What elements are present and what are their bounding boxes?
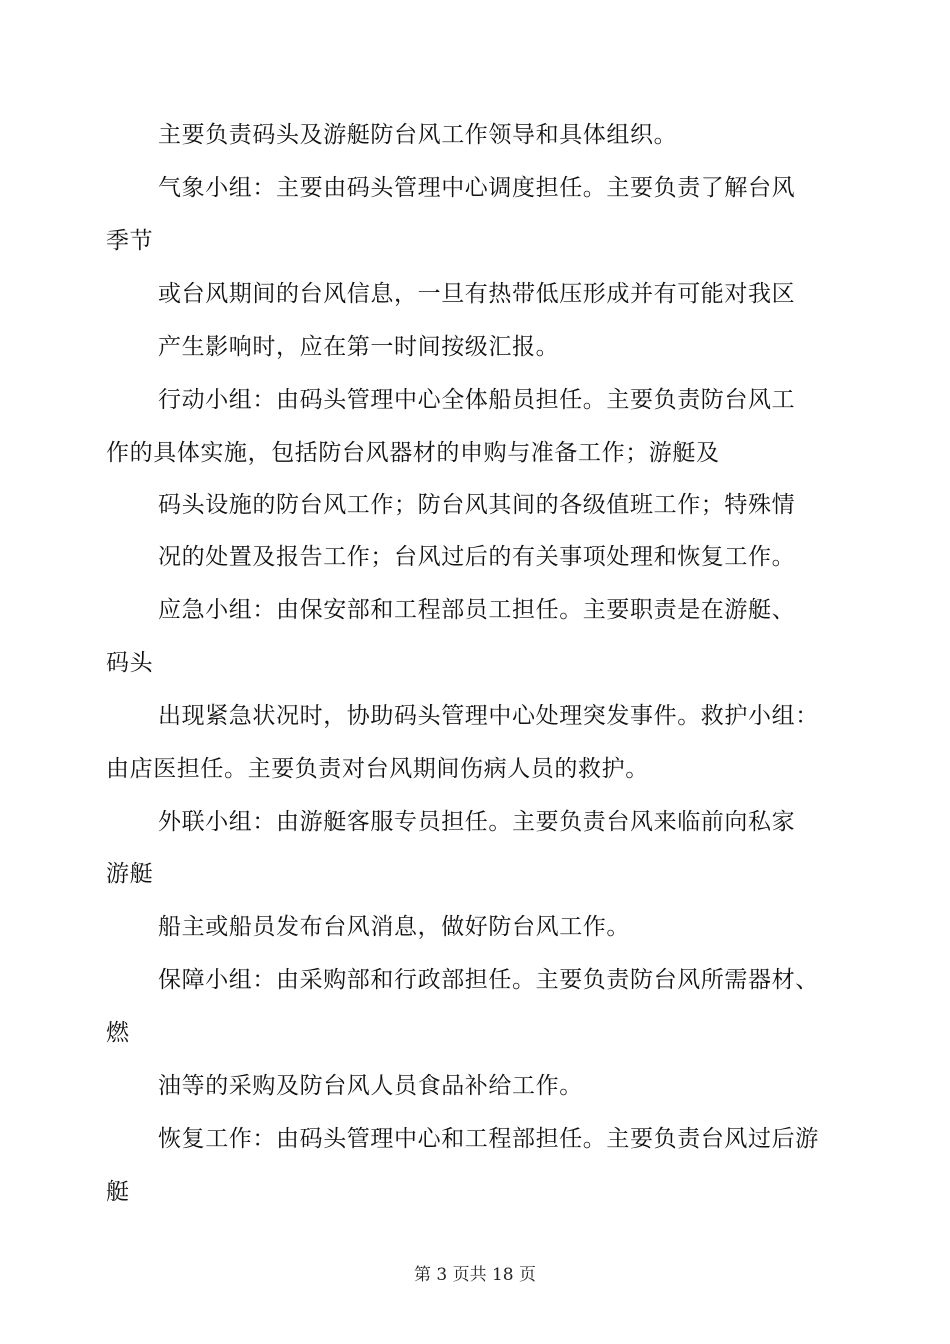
text-line-12: 出现紧急状况时，协助码头管理中心处理突发事件。救护小组： [158, 703, 819, 729]
text-line-7: 作的具体实施，包括防台风器材的申购与准备工作；游艇及 [106, 440, 720, 466]
text-line-8: 码头设施的防台风工作；防台风其间的各级值班工作；特殊情 [158, 492, 796, 518]
text-line-20: 恢复工作：由码头管理中心和工程部担任。主要负责台风过后游 [158, 1126, 819, 1152]
text-line-13: 由店医担任。主要负责对台风期间伤病人员的救护。 [106, 756, 649, 782]
text-line-16: 船主或船员发布台风消息，做好防台风工作。 [158, 914, 630, 940]
text-line-2: 气象小组：主要由码头管理中心调度担任。主要负责了解台风 [158, 175, 796, 201]
text-line-18: 燃 [106, 1020, 130, 1046]
text-line-5: 产生影响时，应在第一时间按级汇报。 [158, 334, 560, 360]
text-line-14: 外联小组：由游艇客服专员担任。主要负责台风来临前向私家 [158, 809, 796, 835]
text-line-3: 季节 [106, 228, 154, 254]
text-line-1: 主要负责码头及游艇防台风工作领导和具体组织。 [158, 122, 678, 148]
text-line-17: 保障小组：由采购部和行政部担任。主要负责防台风所需器材、 [158, 967, 819, 993]
text-line-15: 游艇 [106, 861, 154, 887]
text-line-9: 况的处置及报告工作；台风过后的有关事项处理和恢复工作。 [158, 544, 796, 570]
text-line-10: 应急小组：由保安部和工程部员工担任。主要职责是在游艇、 [158, 597, 796, 623]
text-line-4: 或台风期间的台风信息，一旦有热带低压形成并有可能对我区 [158, 281, 796, 307]
page-number-footer: 第 3 页共 18 页 [413, 1265, 537, 1285]
text-line-19: 油等的采购及防台风人员食品补给工作。 [158, 1073, 583, 1099]
text-line-11: 码头 [106, 650, 154, 676]
text-line-21: 艇 [106, 1179, 130, 1205]
text-line-6: 行动小组：由码头管理中心全体船员担任。主要负责防台风工 [158, 387, 796, 413]
